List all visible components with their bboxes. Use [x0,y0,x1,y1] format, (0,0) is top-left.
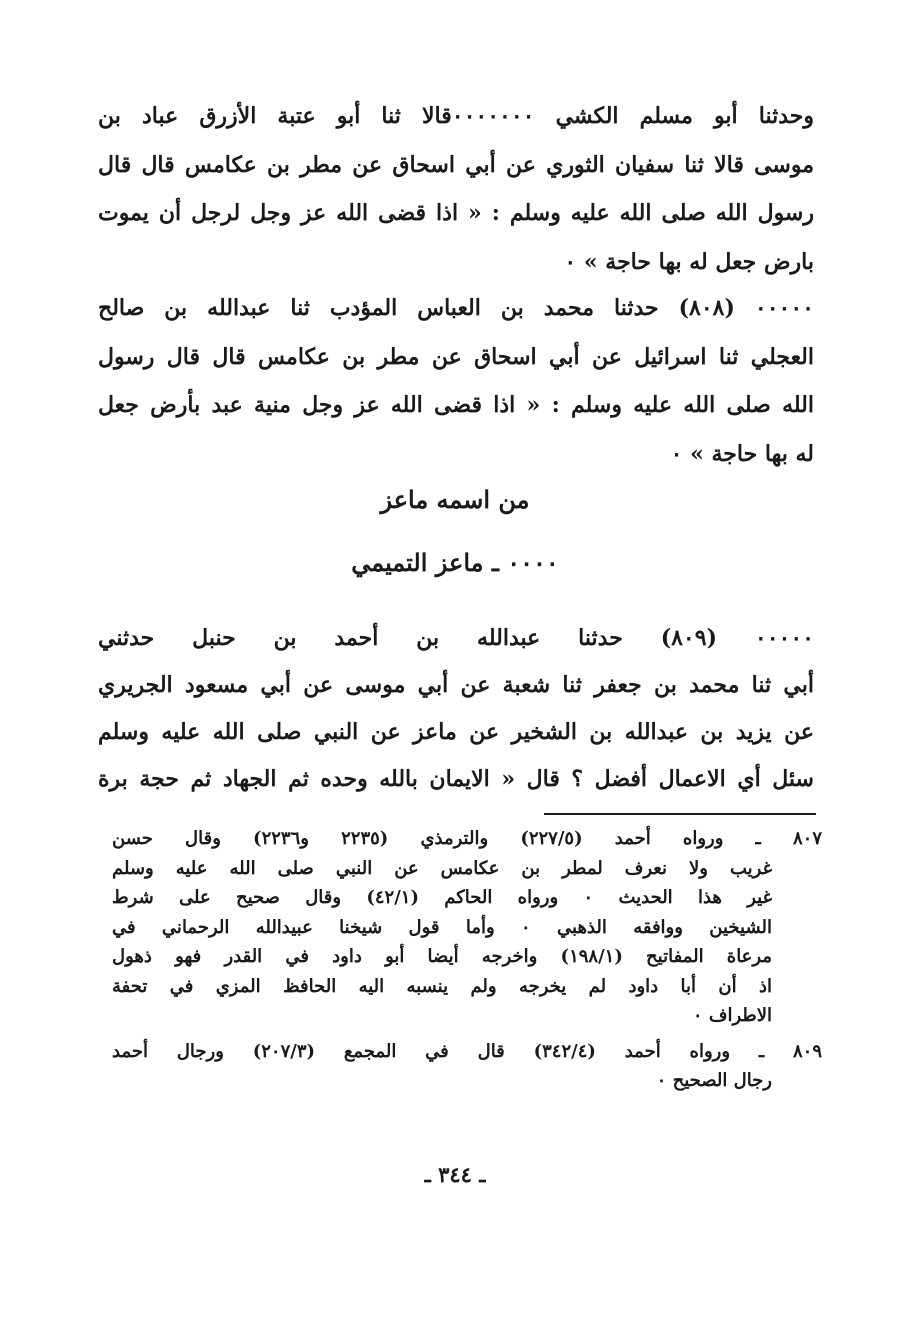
page-number: ـ ٣٤٤ ـ [424,1162,486,1187]
footnote-line: غير هذا الحديث ٠ ورواه الحاكم (٤٢/١) وقال صحيح على شرط [112,887,772,908]
footnotes [112,824,822,1096]
text-line: له بها حاجة » ٠ [670,440,814,467]
footnote-divider [544,813,816,815]
text-line: عن يزيد بن عبدالله بن الشخير عن ماعز عن النبي صلى الله عليه وسلم [98,719,814,745]
text-line: العجلي ثنا اسرائيل عن أبي اسحاق عن مطر بن عكامس قال قال رسول [98,343,814,370]
footnote-line: اذ أن أبا داود لم يخرجه ولم ينسبه اليه الحافظ المزي في تحفة [112,975,772,997]
footnote-line: ٨٠٧ ـ ورواه أحمد (٢٢٧/٥) والترمذي (٢٢٣٥ و٢٢٣٦) وقال حسن [112,828,822,849]
footnote-line: غريب ولا نعرف لمطر بن عكامس عن النبي صلى الله عليه وسلم [112,857,772,879]
hadith-paragraph-807 [98,92,814,286]
text-line: ٠٠٠٠٠ (٨٠٨) حدثنا محمد بن العباس المؤدب ثنا عبدالله بن صالح [98,295,814,321]
text-line: سئل أي الاعمال أفضل ؟ قال « الايمان بالله وحده ثم الجهاد ثم حجة برة [98,766,814,792]
hadith-paragraph-809 [98,615,814,803]
footnote-line: رجال الصحيح ٠ [656,1070,772,1091]
footnote-line: مرعاة المفاتيح (١٩٨/١) واخرجه أيضا أبو داود في القدر فهو ذهول [112,946,772,967]
text-line: أبي ثنا محمد بن جعفر ثنا شعبة عن أبي موسى عن أبي مسعود الجريري [98,672,814,698]
text-line: الله صلى الله عليه وسلم : « اذا قضى الله عز وجل منية عبد بأرض جعل [98,392,814,418]
text-line: رسول الله صلى الله عليه وسلم : « اذا قضى الله عز وجل لرجل أن يموت [98,200,814,226]
hadith-paragraph-808 [98,284,814,478]
section-heading: من اسمه ماعز [380,485,530,514]
subsection-heading: ٠٠٠٠ ـ ماعز التميمي [351,548,559,577]
footnote-line: ٨٠٩ ـ ورواه أحمد (٣٤٢/٤) قال في المجمع (٢٠٧/٣) ورجال أحمد [112,1040,823,1062]
footnote-809 [112,1037,822,1096]
text-line: بارض جعل له بها حاجة » ٠ [564,248,814,275]
footnote-line: الشيخين ووافقه الذهبي ٠ وأما قول شيخنا عبيدالله الرحماني في [112,916,772,938]
text-line: ٠٠٠٠٠ (٨٠٩) حدثنا عبدالله بن أحمد بن حنبل حدثني [98,625,814,651]
text-line: موسى قالا ثنا سفيان الثوري عن أبي اسحاق عن مطر بن عكامس قال قال [98,151,814,178]
text-line: وحدثنا أبو مسلم الكشي ٠٠٠٠٠٠٠قالا ثنا أبو عتبة الأزرق عباد بن [98,103,814,129]
footnote-line: الاطراف ٠ [692,1005,772,1026]
footnote-807 [112,824,822,1031]
